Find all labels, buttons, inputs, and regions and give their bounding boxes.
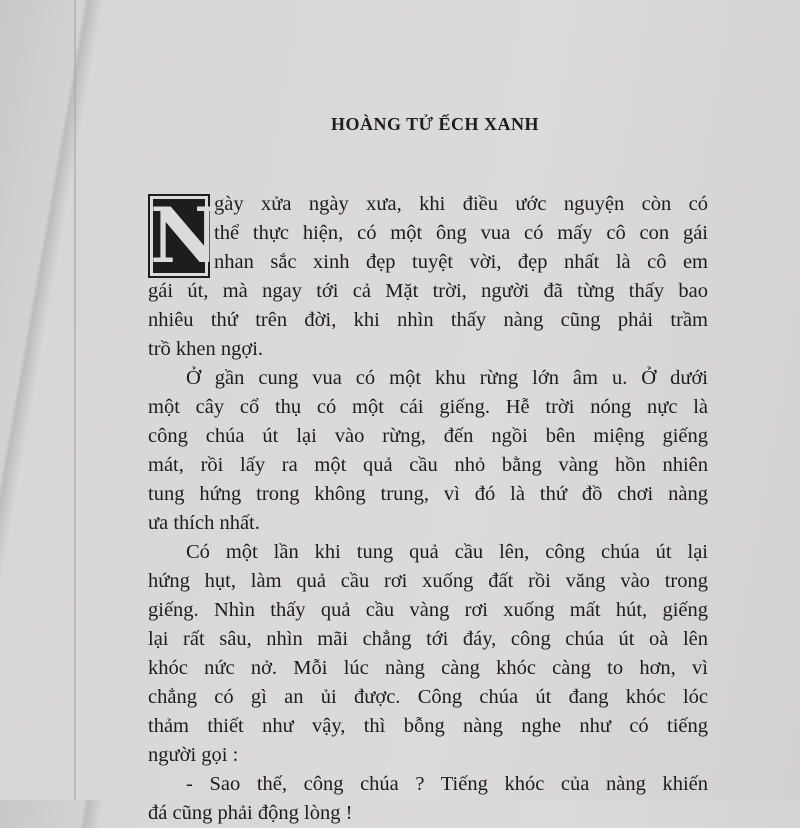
text-line: gày xửa ngày xưa, khi điều ước nguyện còn có [214, 193, 708, 215]
text-line: gái út, mà ngay tới cả Mặt trời, người đã từng thấy bao [148, 280, 708, 302]
text-line: hứng hụt, làm quả cầu rơi xuống đất rồi văng vào trong [148, 570, 708, 592]
text-line: giếng. Nhìn thấy quả cầu vàng rơi xuống mất hút, giếng [148, 599, 708, 621]
story-title: HOÀNG TỬ ẾCH XANH [330, 114, 539, 134]
text-line: Có một lần khi tung quả cầu lên, công chúa út lại [186, 541, 708, 563]
text-line: chẳng có gì an ủi được. Công chúa út đang khóc lóc [148, 686, 708, 708]
text-line: mát, rồi lấy ra một quả cầu nhỏ bằng vàng hồn nhiên [148, 454, 708, 476]
text-line: Ở gần cung vua có một khu rừng lớn âm u. Ở dưới [186, 367, 708, 389]
text-line: nhiêu thứ trên đời, khi nhìn thấy nàng cũng phải trầm [148, 309, 708, 331]
text-line: nhan sắc xinh đẹp tuyệt vời, đẹp nhất là cô em [214, 251, 708, 273]
text-line: ưa thích nhất. [148, 512, 260, 534]
text-line: thảm thiết như vậy, thì bỗng nàng nghe như có tiếng [148, 715, 708, 737]
text-line: công chúa út lại vào rừng, đến ngồi bên miệng giếng [148, 425, 708, 447]
text-line: khóc nức nở. Mỗi lúc nàng càng khóc càng to hơn, vì [148, 657, 708, 679]
drop-cap: N [150, 191, 220, 280]
text-line: một cây cổ thụ có một cái giếng. Hễ trời nóng nực là [148, 396, 708, 418]
text-line: thể thực hiện, có một ông vua có mấy cô con gái [214, 222, 708, 244]
story-body [148, 190, 708, 828]
text-line: tung hứng trong không trung, vì đó là thứ đồ chơi nàng [148, 483, 708, 505]
text-line: - Sao thế, công chúa ? Tiếng khóc của nàng khiến [186, 773, 708, 795]
text-line: lại rất sâu, nhìn mãi chẳng tới đáy, công chúa út oà lên [148, 628, 708, 650]
text-line: người gọi : [148, 744, 239, 766]
text-line: đá cũng phải động lòng ! [148, 802, 353, 824]
text-line: trồ khen ngợi. [148, 338, 264, 360]
